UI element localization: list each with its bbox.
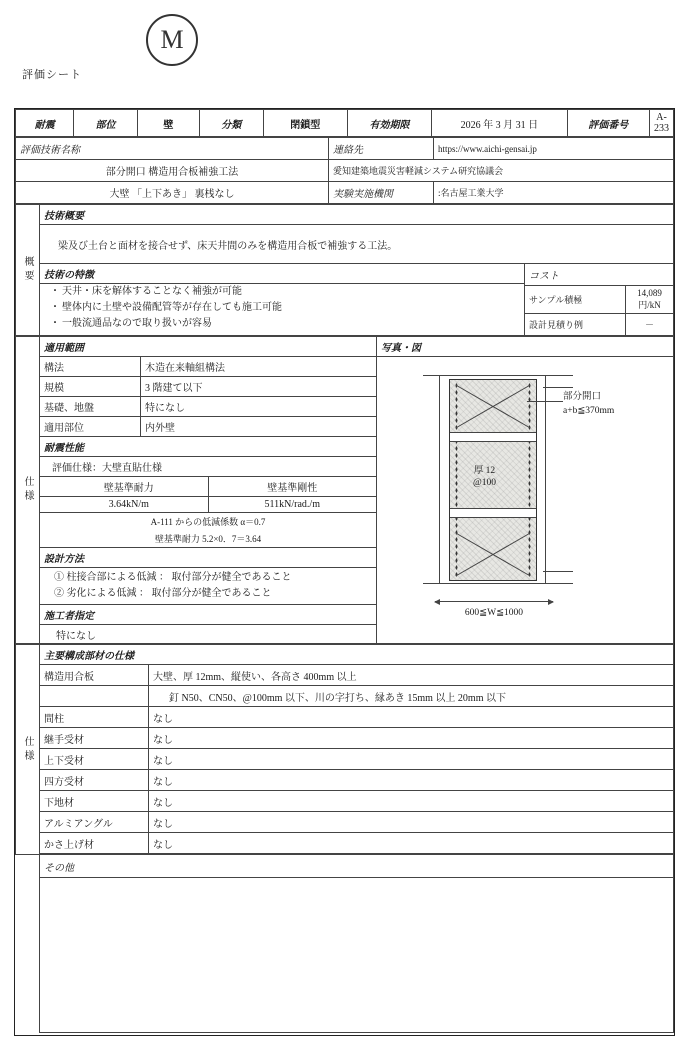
- figure-thickness-label: 厚 12: [473, 466, 496, 476]
- member-value: なし: [149, 770, 674, 791]
- list-item: ① 柱接合部による低減 ： 取付部分が健全であること: [54, 572, 292, 583]
- member-key: 構造用合板: [40, 665, 149, 686]
- perf-note-1: A-111 からの低減係数 α＝0.7: [150, 517, 266, 527]
- list-item: ・ 天井・床を解体することなく補強が可能: [52, 284, 524, 300]
- figure-leader-line: [527, 401, 563, 402]
- figure-opening-band-bottom: [450, 508, 536, 518]
- logo: [146, 14, 206, 62]
- header-part-value: 壁: [137, 110, 199, 137]
- cost-row-label: サンプル積極: [525, 286, 626, 314]
- scope-key: 基礎、地盤: [40, 397, 141, 417]
- scope-value: 木造在来軸組構法: [141, 357, 377, 377]
- list-item: ・ 壁体内に土壁や設備配管等が存在しても施工可能: [52, 300, 524, 316]
- member-key: かさ上げ材: [40, 833, 149, 854]
- other-value: [40, 878, 674, 1033]
- figure-width-dimension: [435, 601, 553, 602]
- cost-label: コスト: [525, 264, 673, 286]
- perf-value-strength: 3.64kN/m: [40, 497, 208, 513]
- contact-org: 愛知建築地震災害軽減システム研究協議会: [329, 160, 674, 182]
- overview-section: [15, 204, 674, 336]
- figure-guide-top: [423, 375, 573, 376]
- scope-key: 適用部位: [40, 417, 141, 437]
- overview-side-label: 概要: [16, 205, 40, 336]
- tech-name-line1: 部分開口 構造用合板補強工法: [16, 160, 329, 182]
- experiment-label: 実験実施機関: [329, 182, 434, 204]
- member-value: なし: [149, 749, 674, 770]
- members-section: [15, 644, 674, 1033]
- member-key: アルミアングル: [40, 812, 149, 833]
- member-value: なし: [149, 833, 674, 854]
- figure-opening-band-top: [450, 432, 536, 442]
- other-label: その他: [40, 855, 674, 878]
- figure-cross-top: [450, 380, 536, 432]
- spec-side-label: 仕様: [16, 337, 40, 644]
- header-seismic-label: 耐震: [16, 110, 74, 137]
- cost-table: [525, 264, 673, 335]
- eval-spec-label: 評価仕様：大壁直貼仕様: [40, 457, 376, 477]
- scope-value: 内外壁: [141, 417, 377, 437]
- figure-opening-dim: a+b≦370mm: [563, 406, 615, 416]
- header-class-value: 閉鎖型: [263, 110, 347, 137]
- scope-value: 特になし: [141, 397, 377, 417]
- summary-text: 梁及び土台と面材を接合せず、床天井間のみを構造用合板で補強する工法。: [58, 240, 398, 252]
- member-value: なし: [149, 812, 674, 833]
- design-method-label: 設計方法: [40, 548, 376, 568]
- member-value: 大壁、厚 12mm、縦使い、各高さ 400mm 以上: [149, 665, 674, 686]
- scope-table: [40, 337, 376, 437]
- figure-guide-bottom2: [543, 571, 573, 572]
- member-value: 釘 N50、CN50、@100mm 以下、川の字打ち、縁あき 15mm 以上 20mm 以下: [149, 686, 674, 707]
- figure-guide-bottom: [423, 583, 573, 584]
- member-value: なし: [149, 791, 674, 812]
- perf-head-stiffness: 壁基準剛性: [208, 477, 376, 497]
- experiment-value: :名古屋工業大学: [434, 182, 674, 204]
- spec-section: [15, 336, 674, 644]
- figure-diagram: [377, 357, 673, 643]
- tech-name-line2: 大壁 「上下あき」 裏桟なし: [16, 182, 329, 204]
- members-side-label: 仕様: [16, 645, 40, 855]
- member-key: 上下受材: [40, 749, 149, 770]
- performance-label: 耐震性能: [40, 437, 376, 457]
- page-title: 評価シート: [22, 69, 82, 81]
- performance-table: [40, 477, 376, 548]
- header-part-label: 部位: [74, 110, 138, 137]
- figure-width-label: 600≦W≦1000: [464, 608, 524, 618]
- header-class-label: 分類: [199, 110, 263, 137]
- figure-pitch-label: @100: [473, 478, 496, 488]
- perf-value-stiffness: 511kN/rad./m: [208, 497, 376, 513]
- members-title: 主要構成部材の仕様: [40, 645, 674, 665]
- contact-label: 連絡先: [329, 138, 434, 160]
- cost-row-value: －: [644, 320, 654, 330]
- member-key: 下地材: [40, 791, 149, 812]
- figure-post-right: [545, 375, 546, 583]
- header-valid-value: 2026 年 3 月 31 日: [432, 110, 567, 137]
- list-item: ② 劣化による低減 ： 取付部分が健全であること: [54, 588, 272, 599]
- figure-arrow-left-icon: [434, 599, 440, 605]
- builder-label: 施工者指定: [40, 604, 376, 625]
- member-value: なし: [149, 707, 674, 728]
- cost-row-label: 設計見積り例: [525, 314, 626, 336]
- features-list: [40, 284, 524, 332]
- member-key: 継手受材: [40, 728, 149, 749]
- list-item: ・ 一般流通品なので取り扱いが容易: [52, 316, 524, 332]
- header-band: [15, 109, 674, 137]
- perf-head-strength: 壁基準耐力: [40, 477, 208, 497]
- tech-name-label: 評価技術名称: [16, 138, 329, 160]
- member-value: なし: [149, 728, 674, 749]
- member-key: [40, 686, 149, 707]
- scope-value: 3 階建て以下: [141, 377, 377, 397]
- perf-note-2: 壁基準耐力 5.2×0．7＝3.64: [40, 530, 376, 548]
- scope-key: 規模: [40, 377, 141, 397]
- scope-key: 構法: [40, 357, 141, 377]
- figure-guide-top2: [543, 387, 573, 388]
- header-eval-no-value: A-233: [650, 110, 674, 137]
- member-key: 四方受材: [40, 770, 149, 791]
- members-table: [40, 665, 673, 854]
- header-eval-no-label: 評価番号: [567, 110, 650, 137]
- design-method-list: [40, 568, 376, 604]
- header-valid-label: 有効期限: [347, 110, 431, 137]
- features-label: 技術の特徴: [40, 264, 524, 284]
- figure-opening-label: 部分開口: [563, 392, 602, 402]
- figure-label: 写真・図: [377, 337, 673, 357]
- cost-row-value: 14,089 円/kN: [626, 286, 674, 314]
- contact-url[interactable]: https://www.aichi-gensai.jp: [434, 138, 674, 160]
- figure-post-left: [439, 375, 440, 583]
- builder-value: 特になし: [56, 631, 96, 642]
- info-band: [15, 137, 674, 204]
- summary-label: 技術概要: [40, 205, 673, 225]
- document-frame: [14, 108, 675, 1036]
- figure-arrow-right-icon: [548, 599, 554, 605]
- logo-mark-icon: M: [146, 14, 198, 66]
- scope-label: 適用範囲: [40, 337, 376, 357]
- member-key: 間柱: [40, 707, 149, 728]
- figure-cross-bottom: [450, 528, 536, 580]
